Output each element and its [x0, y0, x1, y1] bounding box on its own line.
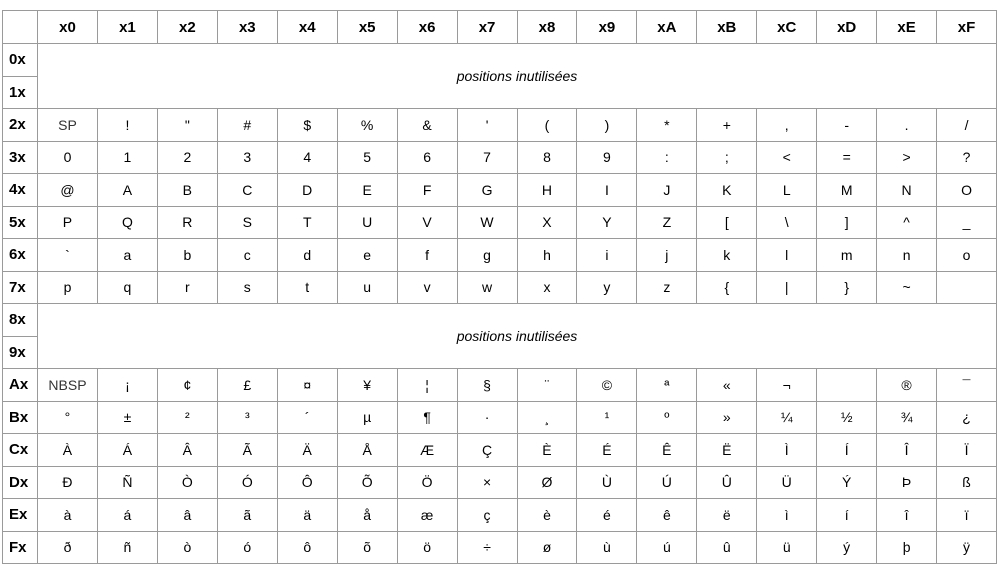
char-cell: M: [817, 174, 877, 207]
char-cell: ®: [877, 369, 937, 402]
char-cell: Ã: [217, 434, 277, 467]
table-row: [3, 369, 997, 402]
char-cell: ð: [38, 531, 98, 564]
char-cell: >: [877, 141, 937, 174]
char-cell: (: [517, 109, 577, 142]
char-cell: |: [757, 271, 817, 304]
row-header: 4x: [3, 174, 38, 207]
char-cell: u: [337, 271, 397, 304]
char-cell: ^: [877, 206, 937, 239]
char-cell: ³: [217, 401, 277, 434]
char-cell: 8: [517, 141, 577, 174]
char-cell: °: [38, 401, 98, 434]
column-header: x4: [277, 11, 337, 44]
char-cell: h: [517, 239, 577, 272]
char-cell: +: [697, 109, 757, 142]
char-cell: û: [697, 531, 757, 564]
char-cell: á: [97, 499, 157, 532]
char-cell: G: [457, 174, 517, 207]
char-cell: @: [38, 174, 98, 207]
char-cell: é: [577, 499, 637, 532]
row-header: Bx: [3, 401, 38, 434]
row-header: 5x: [3, 206, 38, 239]
char-cell: ß: [937, 466, 997, 499]
char-cell: E: [337, 174, 397, 207]
char-cell: b: [157, 239, 217, 272]
unused-positions-label: positions inutilisées: [38, 304, 997, 369]
char-cell: ): [577, 109, 637, 142]
char-cell: Ê: [637, 434, 697, 467]
char-cell: i: [577, 239, 637, 272]
column-header: x2: [157, 11, 217, 44]
char-cell: y: [577, 271, 637, 304]
char-cell: ¢: [157, 369, 217, 402]
char-cell: r: [157, 271, 217, 304]
char-cell: Þ: [877, 466, 937, 499]
table-row: [3, 401, 997, 434]
char-cell: ï: [937, 499, 997, 532]
char-cell: L: [757, 174, 817, 207]
table-row: [3, 174, 997, 207]
char-cell: X: [517, 206, 577, 239]
char-cell: ·: [457, 401, 517, 434]
char-cell: ?: [937, 141, 997, 174]
char-cell: w: [457, 271, 517, 304]
row-header: 8x: [3, 304, 38, 337]
char-cell: m: [817, 239, 877, 272]
char-cell: .: [877, 109, 937, 142]
char-cell: ø: [517, 531, 577, 564]
char-cell: l: [757, 239, 817, 272]
column-header: x1: [97, 11, 157, 44]
char-cell: Æ: [397, 434, 457, 467]
char-cell: ¥: [337, 369, 397, 402]
char-cell: `: [38, 239, 98, 272]
row-header: 9x: [3, 336, 38, 369]
char-cell: =: [817, 141, 877, 174]
char-cell: Q: [97, 206, 157, 239]
char-cell: Å: [337, 434, 397, 467]
row-header: Ax: [3, 369, 38, 402]
char-cell: ç: [457, 499, 517, 532]
char-cell: ë: [697, 499, 757, 532]
char-cell: *: [637, 109, 697, 142]
char-cell: x: [517, 271, 577, 304]
char-cell: Z: [637, 206, 697, 239]
char-cell: NBSP: [38, 369, 98, 402]
char-cell: Á: [97, 434, 157, 467]
row-header: 6x: [3, 239, 38, 272]
char-cell: Ú: [637, 466, 697, 499]
char-cell: 3: [217, 141, 277, 174]
char-cell: É: [577, 434, 637, 467]
char-cell: z: [637, 271, 697, 304]
column-header: xC: [757, 11, 817, 44]
char-cell: ½: [817, 401, 877, 434]
char-cell: î: [877, 499, 937, 532]
char-cell: Ù: [577, 466, 637, 499]
column-header: x0: [38, 11, 98, 44]
char-cell: 9: [577, 141, 637, 174]
column-header: x6: [397, 11, 457, 44]
char-cell: v: [397, 271, 457, 304]
char-cell: D: [277, 174, 337, 207]
char-cell: U: [337, 206, 397, 239]
char-cell: Î: [877, 434, 937, 467]
char-cell: d: [277, 239, 337, 272]
char-cell: Ð: [38, 466, 98, 499]
table-row: [3, 271, 997, 304]
char-cell: Ø: [517, 466, 577, 499]
char-cell: ù: [577, 531, 637, 564]
table-row: [3, 434, 997, 467]
char-cell: â: [157, 499, 217, 532]
char-cell: à: [38, 499, 98, 532]
char-cell: §: [457, 369, 517, 402]
char-cell: K: [697, 174, 757, 207]
char-cell: s: [217, 271, 277, 304]
corner-cell: [3, 11, 38, 44]
char-cell: F: [397, 174, 457, 207]
char-cell: Ì: [757, 434, 817, 467]
char-cell: SP: [38, 109, 98, 142]
char-cell: V: [397, 206, 457, 239]
char-cell: õ: [337, 531, 397, 564]
char-cell: ô: [277, 531, 337, 564]
row-header: Cx: [3, 434, 38, 467]
char-cell: »: [697, 401, 757, 434]
row-header: 7x: [3, 271, 38, 304]
char-cell: ¹: [577, 401, 637, 434]
char-cell: T: [277, 206, 337, 239]
table-header: [3, 11, 997, 44]
unused-positions-label: positions inutilisées: [38, 44, 997, 109]
char-cell: ý: [817, 531, 877, 564]
char-cell: 1: [97, 141, 157, 174]
char-cell: «: [697, 369, 757, 402]
char-cell: 7: [457, 141, 517, 174]
column-header: xA: [637, 11, 697, 44]
char-cell: Õ: [337, 466, 397, 499]
char-cell: è: [517, 499, 577, 532]
table-row: [3, 109, 997, 142]
char-cell: ¿: [937, 401, 997, 434]
char-cell: c: [217, 239, 277, 272]
char-cell: Ö: [397, 466, 457, 499]
char-cell: /: [937, 109, 997, 142]
char-cell: È: [517, 434, 577, 467]
char-cell: Ä: [277, 434, 337, 467]
char-cell: ¾: [877, 401, 937, 434]
char-cell: B: [157, 174, 217, 207]
char-cell: e: [337, 239, 397, 272]
char-cell: þ: [877, 531, 937, 564]
column-header: x8: [517, 11, 577, 44]
char-cell: O: [937, 174, 997, 207]
char-cell: R: [157, 206, 217, 239]
char-cell: Ü: [757, 466, 817, 499]
char-cell: J: [637, 174, 697, 207]
header-row: [3, 11, 997, 44]
char-cell: ": [157, 109, 217, 142]
table-row: [3, 206, 997, 239]
char-cell: Í: [817, 434, 877, 467]
char-cell: ]: [817, 206, 877, 239]
char-cell: ú: [637, 531, 697, 564]
char-cell: 4: [277, 141, 337, 174]
char-cell: ¨: [517, 369, 577, 402]
char-cell: µ: [337, 401, 397, 434]
char-cell: ;: [697, 141, 757, 174]
row-header: 3x: [3, 141, 38, 174]
row-header: 0x: [3, 44, 38, 77]
char-cell: #: [217, 109, 277, 142]
char-cell: ä: [277, 499, 337, 532]
char-cell: %: [337, 109, 397, 142]
char-cell: j: [637, 239, 697, 272]
char-cell: ~: [877, 271, 937, 304]
char-cell: \: [757, 206, 817, 239]
char-cell: ÿ: [937, 531, 997, 564]
char-cell: !: [97, 109, 157, 142]
column-header: x5: [337, 11, 397, 44]
char-cell: 6: [397, 141, 457, 174]
char-cell: ü: [757, 531, 817, 564]
char-cell: 2: [157, 141, 217, 174]
char-cell: ¦: [397, 369, 457, 402]
char-cell: í: [817, 499, 877, 532]
char-cell: t: [277, 271, 337, 304]
char-cell: n: [877, 239, 937, 272]
char-cell: Ç: [457, 434, 517, 467]
char-cell: Û: [697, 466, 757, 499]
char-cell: ,: [757, 109, 817, 142]
char-cell: ê: [637, 499, 697, 532]
table-row: [3, 499, 997, 532]
char-cell: ó: [217, 531, 277, 564]
char-cell: ¶: [397, 401, 457, 434]
table-row: [3, 304, 997, 337]
char-cell: ¯: [937, 369, 997, 402]
char-cell: ¡: [97, 369, 157, 402]
column-header: xF: [937, 11, 997, 44]
char-cell: _: [937, 206, 997, 239]
char-cell: ì: [757, 499, 817, 532]
char-cell: æ: [397, 499, 457, 532]
char-cell: Ò: [157, 466, 217, 499]
char-cell: 5: [337, 141, 397, 174]
table-row: [3, 239, 997, 272]
char-cell: ¬: [757, 369, 817, 402]
column-header: x3: [217, 11, 277, 44]
char-cell: Ó: [217, 466, 277, 499]
column-header: xD: [817, 11, 877, 44]
char-cell: ¸: [517, 401, 577, 434]
column-header: xE: [877, 11, 937, 44]
char-cell: º: [637, 401, 697, 434]
char-cell: <: [757, 141, 817, 174]
char-cell: Ý: [817, 466, 877, 499]
char-cell: C: [217, 174, 277, 207]
row-header: Fx: [3, 531, 38, 564]
char-cell: £: [217, 369, 277, 402]
table-body: [3, 44, 997, 564]
char-cell: W: [457, 206, 517, 239]
char-cell: ²: [157, 401, 217, 434]
row-header: 2x: [3, 109, 38, 142]
char-cell: Y: [577, 206, 637, 239]
char-cell: ±: [97, 401, 157, 434]
char-cell: {: [697, 271, 757, 304]
char-cell: ª: [637, 369, 697, 402]
char-cell: ã: [217, 499, 277, 532]
char-cell: a: [97, 239, 157, 272]
char-cell: q: [97, 271, 157, 304]
char-cell: Ñ: [97, 466, 157, 499]
table-row: [3, 44, 997, 77]
char-cell: Ë: [697, 434, 757, 467]
char-cell: N: [877, 174, 937, 207]
char-cell: g: [457, 239, 517, 272]
char-cell: $: [277, 109, 337, 142]
char-cell: I: [577, 174, 637, 207]
char-cell: [937, 271, 997, 304]
column-header: xB: [697, 11, 757, 44]
char-cell: ñ: [97, 531, 157, 564]
table-row: [3, 531, 997, 564]
char-cell: À: [38, 434, 98, 467]
char-cell: [817, 369, 877, 402]
char-cell: H: [517, 174, 577, 207]
char-cell: ©: [577, 369, 637, 402]
char-cell: ÷: [457, 531, 517, 564]
char-cell: -: [817, 109, 877, 142]
char-cell: ò: [157, 531, 217, 564]
char-cell: A: [97, 174, 157, 207]
table-row: [3, 141, 997, 174]
char-cell: Ï: [937, 434, 997, 467]
char-cell: o: [937, 239, 997, 272]
char-cell: }: [817, 271, 877, 304]
row-header: 1x: [3, 76, 38, 109]
char-cell: f: [397, 239, 457, 272]
char-cell: k: [697, 239, 757, 272]
char-cell: ×: [457, 466, 517, 499]
char-cell: [: [697, 206, 757, 239]
char-cell: å: [337, 499, 397, 532]
char-cell: S: [217, 206, 277, 239]
column-header: x7: [457, 11, 517, 44]
table-row: [3, 466, 997, 499]
char-cell: ': [457, 109, 517, 142]
char-cell: 0: [38, 141, 98, 174]
column-header: x9: [577, 11, 637, 44]
char-cell: P: [38, 206, 98, 239]
row-header: Ex: [3, 499, 38, 532]
char-cell: :: [637, 141, 697, 174]
charset-table: [2, 10, 997, 564]
char-cell: ´: [277, 401, 337, 434]
char-cell: Ô: [277, 466, 337, 499]
char-cell: ö: [397, 531, 457, 564]
char-cell: Â: [157, 434, 217, 467]
row-header: Dx: [3, 466, 38, 499]
char-cell: ¼: [757, 401, 817, 434]
char-cell: ¤: [277, 369, 337, 402]
char-cell: &: [397, 109, 457, 142]
char-cell: p: [38, 271, 98, 304]
